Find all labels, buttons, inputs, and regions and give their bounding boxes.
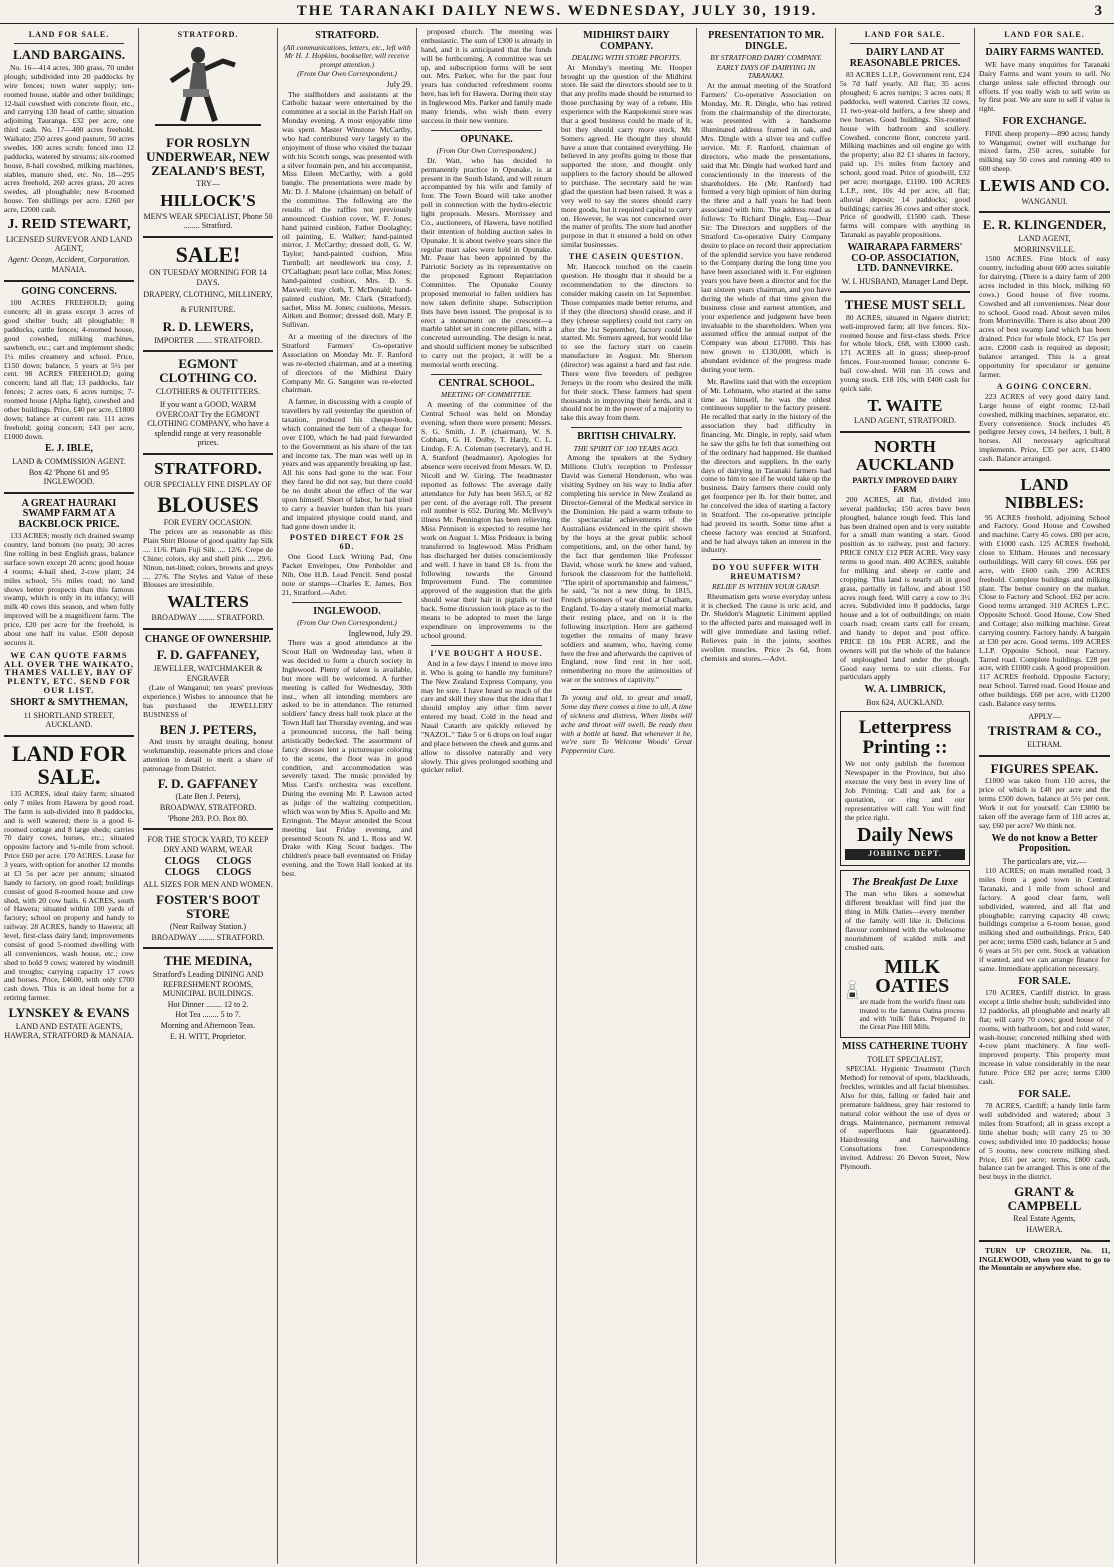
- ad-body: 95 ACRES freehold, adjoining School and Factory. Good House and Cowshed and machine. Carry 45 cows. £80 per acre, with £1000 cash. 125 ACRES freehold, close to Eltham. Houses and necessary outbuildings. Will carry 60 cows. £66 per acre, with £600 cash. 290 ACRES freehold. Complete buildings and milking plant. The better country on the market. Close to Factory and School. £62 per acre. Good terms arranged. 310 ACRES L.P.C. Opposite School. Good House, Cow Shed and Cottage; also milking machine. Great carrying country. Factory handy. A bargain at £30 per acre. Good terms. 109 ACRES L.I.P. Opposite School, near Factory. Tarred road. Complete buildings. £28 per acre, with £1000 cash. A good proposition. 117 ACRES freehold. Opposite Factory; near School. Tarred road. Good House and other buildings. £68 per acre, with £1200 cash. Balance easy terms.: [979, 512, 1110, 708]
- agent-town: MANAIA.: [51, 265, 87, 275]
- article-heading: I'VE BOUGHT A HOUSE.: [430, 648, 543, 658]
- ad-body: 80 ACRES, situated in Ngaere district; well-improved farm; all live fences. Six-roomed house and first-class sheds. Price for whole block, £68, with £3000 cash. 171 ACRES all in grass; sheep-proof fences. Four-roomed house; concrete 6-bail cow-shed. Will run 35 cows and young stock. £18 10s, with £400 cash for quick sale.: [840, 312, 970, 393]
- shop-name: THE MEDINA,: [163, 953, 253, 969]
- article-body: There was a good attendance at the Scout Hall on Wednesday last, when it was decided to form a church society in Inglewood. Plenty of talent is available, but more will be welcomed. A further meeting is called for Wednesday, 30th inst., when all intending members are asked to be in attendance. The returned soldiers' fancy dress ball took place at the Town Hall last Thursday evening, and was a pronounced success, the hall being artistically bedecked. The assortment of fancy dresses lent a picturesque coloring to the scene, the floor was in good condition, and accommodation was severely taxed. The music provided by Miss Card's orchestra was excellent. During the evening Mr. P. Lawson acted as judge of the waltzing competition, which was won by Miss S. Apollo and Mr. Errington. The Mayor attended the Scout meeting last Friday evening, and presented Scouts N. and L. Ross and W. Drake with King Scout badges. The children's peace ball eventuated on Friday evening, and the Town Hall looked at its best.: [282, 638, 412, 879]
- article-heading: CENTRAL SCHOOL.: [438, 377, 535, 389]
- ad-body: 170 ACRES, Cardiff district. In grass except a little shelter bush; subdivided into 12 paddocks, all ploughable and nearly all flat; will carry 70 cows; good house of 7 rooms, with bathroom, hot and cold water, wash-house; concreted milking shed with 4-cow plant machinery. A fine well-improved property. This property must increase in value considerably in the near future. Price £82 per acre; terms £300 cash.: [979, 988, 1110, 1086]
- ad-heading: LAND BARGAINS.: [13, 47, 125, 63]
- article-body: Dr. Watt, who has decided to permanently practice in Opunake, is at present in the South Island, and will return accompanied by his wife and family of four. The Town Board will take another poll in connection with the hydro-electric light proposals. Messrs. Morrissey and Co., auctioneers, of Hawera, have notified their intention of holding auction sales in Opunake. It is about twelve years since the regular mart sales were held in Opunake. Mr. Pease has been appointed by the Patriotic Society as its representative on the proposed Egmont Repatriation Committee. The Opunake County proposed memorial to fallen soldiers has now taken definite shape. Subscription lists have been issued. The proposal is to erect a monument on the crescent—a marble tablet set in concrete pillars, with a concreted surrounding. The design is neat, and should sufficient money be subscribed to carry out the project, it will be a memorial worth erecting.: [421, 155, 552, 369]
- ad-heading: We do not know a Better Proposition.: [991, 832, 1098, 855]
- shop-line: E. H. WITT, Proprietor.: [170, 1031, 246, 1041]
- agent-line: Agent: Ocean, Accident, Corporation.: [7, 254, 131, 264]
- agent-town: HAWERA.: [1026, 1225, 1063, 1235]
- ad-body: 83 ACRES L.I.P., Government rent, £24 5s 7d half yearly. All flat; 35 acres ploughed; 6 acres turnips; 3 acres oats; 8 paddocks, well watered. Carries 32 cows, 11 two-year-old heifers, a few sheep and two horses. Good buildings. Six-roomed house with bathroom and scullery. Cowshed, concrete floor, concrete yard. Milking machines and oil engine go with the property; also 82 £1 shares in factory, paid up. 1½ miles from factory and school, good road. Price of goodwill, £32 per acre; mortgage, £1100. 100 ACRES L.I.P., rent, 10s 4d per acre, all flat; alluvial deposit; 14 paddocks; good buildings; carries 36 cows and other stock. Price of goodwill, £1500 cash. These farms will compare with anything in Taranaki as payable propositions.: [840, 70, 970, 240]
- section-heading: STRATFORD.: [177, 30, 239, 39]
- agent-line: Box 42 'Phone 61 and 95 INGLEWOOD.: [28, 467, 110, 487]
- ad-subheading: RELIEF IS WITHIN YOUR GRASP.: [712, 582, 820, 592]
- ad-heading: DAIRY FARMS WANTED.: [985, 47, 1104, 59]
- agent-name: E. J. IBLE,: [44, 443, 94, 455]
- section-heading: LAND FOR SALE.: [1004, 30, 1085, 39]
- ad-body: 135 ACRES, ideal dairy farm; situated only 7 miles from Hawera by good road. The farm is sub-divided into 8 paddocks, and is well watered; there is a good 6-roomed cottage and 8 large sheds; carries 70 dairy cows, horses, etc.; situated opposite factory and ¼-mile from school. Price £60 per acre. 170 ACRES. Lease for 3 years, with option for another 12 months at £3 5s per acre per annum; situated handy to factory, on good road; buildings consist of good 8-roomed house and cow shed, with 20 cow bails. 6 ACRES, south of Hawera; situated within 100 yards of factory; school on property and handy to railway. 28 ACRES, handy to Hawera; all level, first-class dairy land; improvements consist of good 5-roomed dwelling with all conveniences, wash house, etc.; cow shed to hold 9 cows; watered by windmill and troughs; carrying capacity 17 cows and horses. Price, £4600, with only £700 cash down. This is an ideal home for a retiring farmer.: [4, 789, 134, 1003]
- article-date: Inglewood, July 29.: [348, 628, 412, 638]
- ad-heading: FOR EXCHANGE.: [1002, 116, 1087, 128]
- ad-body: If you want a GOOD, WARM OVERCOAT Try the EGMONT CLOTHING COMPANY, who have a splendid range at very reasonable prices.: [147, 400, 269, 448]
- shop-line: Hot Tea ........ 5 to 7.: [175, 1010, 241, 1020]
- article-body: A meeting of the committee of the Central School was held on Monday evening, when there were present: Messrs. S. G. Smith, J. P. (chairman), W. S. Cobham, G. H. Dolby, T. Hardy, C. L. Lindop, F. A. Coleman (secretary), and H. A. Stanford (headmaster). Apologies for absence were received from Messrs. W. D. Nicoll and W. Giring. The headmaster reported as follows: The average daily attendance for July has been 563.5, or 82 per cent. of the average roll. The present roll number is 652. During Mr. McIlvey's illness Mr. Pennington has been relieving. Miss Pennison is expected to resume her work on August 1. Miss Prideaux is being transferred to Inglewood. Miss Pridham has discharged her duties conscientiously and well. I have in hand £8 1s. from the following towards the Ground Improvement Fund. The committee approved of the suggestion that the girls should wear their hair in pigtails or tied back. Some discussion took place as to the means to be adopted to meet the large expenditure on improvements to the school ground.: [421, 399, 552, 640]
- agent-name: J. REID STEWART,: [7, 216, 131, 232]
- article-body: The stallholders and assistants at the Catholic bazaar were entertained by the committee at a social in the Parish Hall on Monday evening. A most enjoyable time was spent. Master Winstone McCarthy, who had contributed very largely to the enjoyment of those who visited the bazaar with his Scotch songs, was presented with a silver fountain pen, and his accompanist, Miss Eileen McCarthy, with a gold bangle. The presentations were made by Mr. D. J. Malone (chairman) on behalf of the committee. The following are the results of the raffles not previously announced: Cushion cover, W. F. Jones; hand painted cushion, Father Doolaghty; oil painting, E. Walker; hand-painted mirror, J. McCarthy; dressed doll, G. W. Taylor; hand-painted cushion, Miss Turnbull; art needlework tea cosy, J. O'Callaghan; pearl lace collar, Miss Jones; hand-painted cushion, Mrs. D. S. Maxwell; tray cloth, T. McDonald; hand-painted cushion, Mr. Clark (Stratford); sachet, Miss M. Jones; cushions, Messrs. Aitken and Bonner; dressed doll, Mary P. Sullivan.: [282, 89, 412, 330]
- column-1: [0, 28, 138, 1564]
- agent-title: LAND & COMMISSION AGENT.: [12, 456, 126, 466]
- ad-body: £1000 was taken from 110 acres, the price of which is £40 per acre and the terms £500 down, balance at 5½ per cent. Work it out for yourself. Can £3000 be taken off the average farm of 110 acres at, say, £60 per acre? We think not.: [979, 776, 1110, 830]
- agent-address: Box 624, AUCKLAND.: [866, 697, 944, 707]
- ad-body: TURN UP CROZIER, No. 11, INGLEWOOD, when you want to go to the Mountain or anywhere else.: [979, 1245, 1110, 1273]
- article-body: proposed church. The meeting was enthusiastic. The sum of £300 is already in hand, and it is anticipated that the funds will be forthcoming. A committee was set up, and subscription forms will be sent out. Mrs. Parker, who for the past four years has conducted refreshment rooms here, has left for Hawera. During their stay in Inglewood Mrs. Parker and family made many friends, who wish them every success in their new venture.: [421, 28, 552, 125]
- agent-title: LAND AGENT,: [1018, 234, 1071, 244]
- ad-heading: STRATFORD.: [154, 459, 262, 479]
- agent-name: SHORT & SMYTHEMAN,: [10, 697, 128, 709]
- ad-body: SPECIAL Hygienic Treatment (Turch Method) for removal of spots, blackheads, freckles, wrinkles and all facial blemishes. Also for thin, falling or faded hair and premature baldness, grey hair restored to natural color without the use of dyes or drugs. Maintenance, permanent removal of superfluous hair (guaranteed). Hairdressing and hairwashing. Consultations free. Correspondence invited. Address: 26 Devon Street, New Plymouth.: [840, 1064, 970, 1171]
- ad-body: 100 ACRES FREEHOLD; going concern; all in grass except 3 acres of good shelter bush; all ploughable; 8 paddocks, cattle fences; 4-roomed house, good cowshed, milking machines, sawbench, etc.; cart and implement sheds; 1½ miles creamery and school. Price, £150 down; balance, 5 years at 5½ per cent. 98 ACRES FREEHOLD; going concern; land all flat; 13 paddocks, fair fences; 2 acres oats, 6 acres turnips; 7-roomed house (Alpha light), cowshed and other buildings. Price, £40 per acre, £1800 down; balance at current rate. 111 acres freehold; going concern; £43 per acre, £1000 down.: [4, 298, 134, 441]
- shop-name: HILLOCK'S: [160, 190, 256, 210]
- ad-body: The man who likes a somewhat different breakfast will find just the thing in Milk Oaties—every member of the family will like it. Delicious flavour combined with the wholesome nourishment of scalded milk and crushed oats.: [845, 889, 965, 952]
- ad-body: 1500 ACRES. Fine block of easy country, including about 600 acres suitable for dairying. (There is a dairy farm of 200 acres included in this block, milking 60 cows.) Good house of five rooms. Cowshed and all conveniences. Near door to school. Good road. About seven miles from Morrinsville. There is also about 200 acres of best swamp land which has been drained. Price for whole block, £7 15s per acre. £2000 cash is required as deposit; balance arranged. This is a great opportunity for speculator or genuine farmer.: [979, 254, 1110, 379]
- shop-line: Morning and Afternoon Teas.: [160, 1021, 256, 1031]
- agent-title: LICENSED SURVEYOR AND LAND AGENT,: [5, 234, 133, 254]
- ad-body: FINE sheep property—890 acres; handy to Wanganui; owner will exchange for mixed farm, 250 acres, suitable for milking say 50 cows and running 400 to 600 sheep.: [979, 128, 1110, 174]
- shop-name: R. D. LEWERS,: [162, 319, 254, 334]
- shop-line: JEWELLER, WATCHMAKER & ENGRAVER: [153, 663, 263, 683]
- ad-body: 133 ACRES; mostly rich drained swamp country, land bottom (no peat); 30 acres fine rolling in best English grass, balance surface sown except 20 acres; good house 4 rooms; 4-bail shed, 2-cow plant; 24 miles school, 5½ miles road; no land shows better prospects than this famous swamp, which is only in its infancy; will milk 40 cows this season, and when fully improved will be a magnificent farm. The price, £20 per acre for the freehold, is about one half its value. £500 deposit secures it.: [4, 531, 134, 647]
- agent-town: MORRINSVILLE.: [1013, 244, 1076, 254]
- shop-name: MISS CATHERINE TUOHY: [842, 1041, 968, 1053]
- shop-line: BROADWAY, STRATFORD.: [159, 802, 257, 812]
- ad-body: 78 ACRES, Cardiff; a handy little farm well subdivided and watered; about 3 miles from Stratford; all in grass except a little shelter bush; will carry 25 to 30 cows; subdivided into 10 paddocks; house of 5 rooms, new concrete milking shed. Price, £61 per acre; terms, £800 cash, balance can be arranged. This is one of the best buys in the district.: [979, 1101, 1110, 1182]
- article-subheading: EARLY DAYS OF DAIRYING IN TARANAKI.: [716, 62, 816, 81]
- agent-name: TRISTRAM & CO.,: [987, 723, 1102, 739]
- ad-heading: POSTED DIRECT FOR 2S 6D.: [289, 533, 405, 551]
- ad-line: ALL SIZES FOR MEN AND WOMEN.: [143, 880, 273, 890]
- product-name: MILK OATIES: [875, 956, 950, 998]
- ad-line: FOR EVERY OCCASION.: [163, 517, 253, 527]
- shop-line: (Late Ben J. Peters),: [175, 792, 241, 802]
- article-body: At the annual meeting of the Stratford Farmers' Co-operative Association on Monday, Mr. R. Dingle, who has retired from the chairmanship of the directorate, was presented with a handsome illuminated address framed in oak, and Mrs. Dingle with a silver tea and coffee service. Mr. F. Ranford, chairman of directors, who made the presentations, said that Mr. Dingle had worked hard and conscientiously in the interests of the shareholders. He (Mr. Ranford) had formed a very high opinion of him during the three and a half years he had been associated with him. The address read as follows: To Richard Dingle, Esq.—Dear Sir: The Directors and suppliers of the Stratford Co-operative Dairy Company desire to place on record their appreciation of the splendid service you have rendered to the Company during the long time you have been associated with it. For eighteen years you have been a director and for the last sixteen years chairman, and you have during the whole of that time given the business close and earnest attention, and your experience and judgment have been invaluable to the shareholders. When you assumed office the annual output of the Company was about £17000. This has now grown to £130,000, which is abundant evidence of the progress made during your term.: [701, 80, 831, 374]
- shop-line: TOILET SPECIALIST,: [867, 1054, 943, 1064]
- ad-line: The particulars are, viz.—: [1002, 856, 1087, 866]
- ad-body: No. 16—414 acres, 300 grass, 70 under plough; subdivided into 20 paddocks by wire fences; town water supply; ten-roomed house, stable and other buildings; 12-bail cowshed with concrete floor, etc., and carrying 130 head of cattle; situation adjoining Tauranga. £32 per acre, one third cash. No. 17—400 acres freehold, Waikato; 250 acres good pasture, 50 acres swedes, 100 acres scrub; fenced into 12 paddocks, watered by streams; six-roomed house, 8-bail cowshed, milking machines, stables, manure shed, etc. No. 18—295 acres freehold, 260 acres grass, 20 acres swedes, all ploughable; new 8-roomed house. Ten shillings per acre. £260 per acre, £2000 cash.: [4, 63, 134, 215]
- ad-heading: FOR SALE.: [1018, 1088, 1071, 1100]
- ad-note: WE CAN QUOTE FARMS ALL OVER THE WAIKATO, THAMES VALLEY, BAY OF PLENTY, ETC. SEND FOR OUR LIST.: [4, 649, 134, 696]
- ad-verse: To young and old, to great and small, Some day there comes a time to all, A time of sickness and distress, When limbs will ache and throat will swell, Be ready then with a bottle at hand. But whenever it be, we're sure To Welcome Woods' Great Peppermint Cure.: [561, 693, 692, 756]
- shop-line: (Near Railway Station.): [169, 922, 247, 932]
- agent-name: W. A. LIMBRICK,: [864, 684, 946, 696]
- letterpress-ad: [840, 711, 970, 865]
- article-body: Mr. Hancock touched on the casein question. He thought that it should be a recommendation to the directors to consider making casein on 1st September. Those companies made better returns, and if they (the directors) should cease, and if they (cheese suppliers) could not carry on after the 1st September, factory could be started. Mr. Somers agreed, but would like to see the factory start on casein manufacture in August. Mr. Sherson (director) was against a hard and fast rule. There were five breeders of pedigree Jerseys in the room who desired the milk for their stock. These farmers had spent thousands in improving their herds, and it should not be in the power of a majority to take this away from them.: [561, 262, 692, 423]
- ad-body: One Good Luck Writing Pad, One Packet Envelopes, One Penholder and Nib, One H.B. Lead Pencil. Send postal note or stamps—Charles E. James, Box 21, Stratford.—Advt.: [282, 552, 412, 597]
- masthead: [0, 0, 1114, 24]
- ad-heading: GOING CONCERNS.: [21, 285, 117, 297]
- column-8: [975, 28, 1114, 1564]
- milk-oaties-ad: [840, 870, 970, 1038]
- agent-town: WANGANUI.: [1021, 196, 1068, 206]
- ad-heading: THESE MUST SELL: [844, 297, 966, 313]
- ad-heading: BLOUSES: [157, 491, 259, 517]
- article-note: (All communications, letters, etc., left with Mr H. J. Hopkins, bookseller, will receive prompt attention.): [283, 42, 411, 69]
- ad-body: (Late of Wanganui; ten years' previous experience.) Wishes to announce that he has purchased the JEWELLERY BUSINESS of: [143, 683, 273, 719]
- agent-name: T. WAITE: [867, 395, 943, 415]
- article-date: July 29.: [386, 80, 412, 89]
- column-2: [139, 28, 277, 1564]
- ad-heading: NORTH AUCKLAND: [855, 437, 955, 474]
- article-heading: STRATFORD.: [315, 30, 379, 41]
- ad-heading: CLOGS CLOGS CLOGS CLOGS: [164, 856, 252, 878]
- article-subheading: BY STRATFORD DAIRY COMPANY.: [710, 53, 822, 62]
- shop-line: Hot Dinner ........ 12 to 2.: [167, 999, 249, 1009]
- article-subheading: DEALING WITH STORE PROFITS.: [571, 53, 682, 62]
- page-number: 3: [1094, 3, 1102, 19]
- shop-name: FOSTER'S BOOT STORE: [156, 891, 260, 921]
- jobbing-label: JOBBING DEPT.: [845, 849, 965, 859]
- article-heading: THE CASEIN QUESTION.: [568, 252, 685, 261]
- ad-heading: LAND FOR SALE.: [11, 740, 127, 790]
- article-body: And in a few days I intend to move into it. Who is going to handle my furniture? The New Zealand Express Company, you may be sure. I have heard so much of the care and skill they show that the idea that I should employ any other firm never entered my head. Cold in the head and Nasal Catarrh are quickly relieved by "NAZOL." Take 5 or 6 drops on loaf sugar and place between the cheek and gums and allow to dissolve naturally and very slowly. This gives prolonged soothing and quicker relief.: [421, 658, 552, 775]
- article-byline: (From Our Own Correspondent.): [297, 618, 397, 628]
- product-body: are made from the world's finest oats treated to the famous Oatina process and with 'milk' flakes. Prepared in the Great Pine Hill Mills.: [859, 998, 965, 1032]
- ad-heading: The Breakfast De Luxe: [851, 875, 958, 888]
- article-heading: PRESENTATION TO MR. DINGLE.: [708, 30, 824, 52]
- ad-line: DRAPERY, CLOTHING, MILLINERY, & FURNITURE.: [143, 290, 273, 314]
- shop-name: F. D. GAFFANEY: [157, 775, 259, 791]
- ad-body: Rheumatism gets worse everyday unless it is checked. The cause is uric acid, and Dr. Sheldon's Magnetic Liniment applied to the affected parts and massaged well in will give immediate and lasting relief. Relieves pain in the joints, soothes swollen muscles. Price 2s 6d, from chemists and stores.—Advt.: [701, 591, 831, 663]
- column-5: [557, 28, 696, 1564]
- shop-line: Stratford's Leading DINING AND REFRESHMENT ROOMS, MUNICIPAL BUILDINGS.: [152, 970, 264, 999]
- agent-line: LAND AGENT, STRATFORD.: [853, 416, 957, 426]
- agent-line: W. I. HUSBAND, Manager Land Dept.: [841, 276, 969, 286]
- shop-name: WALTERS: [167, 592, 249, 612]
- agent-title: LAND AND ESTATE AGENTS, HAWERA, STRATFORD & MANAIA.: [4, 1021, 134, 1041]
- article-byline: (From Our Own Correspondent.): [436, 146, 537, 156]
- article-heading: MIDHIRST DAIRY COMPANY.: [583, 30, 670, 52]
- article-body: Mr. Rawlins said that with the exception of Mr. Lehmann, who started at the same time as himself, he was the oldest continuous supplier to the factory present. He recalled that early in the history of the association they had difficulty in financing. Mr. Dingle, in reply, said when he saw the gifts he felt that something out of the ordinary had happened. He thanked the directors and suppliers. In the early days of dairying in Taranaki farmers had come to him to see if he would take up the business. Dairy farmers there could only get fourpence per lb. for their butter, and he conceived the idea of starting a factory in Stratford. The co-operative principle had proved its worth. Some time after a cheese factory was erected at Stratford, and he had always taken an interest in the industry.: [701, 376, 831, 555]
- ad-line: TRY—: [196, 179, 220, 189]
- ad-subheading: PARTLY IMPROVED DAIRY FARM: [852, 475, 958, 495]
- shop-name: EGMONT CLOTHING CO.: [159, 356, 257, 385]
- shop-line: MEN'S WEAR SPECIALIST, Phone 50 ........ Stratford.: [143, 211, 273, 231]
- ad-body: 110 ACRES; on main metalled road, 3 miles from a good town in Central Taranaki, and 1 mile from school and factory. A good clear farm, well subdivided, watered, and all flat and ploughable; carrying capacity 40 cows; buildings comprise a 6-room house, good milking shed and outbuildings. Price, £40 per acre; terms £500 cash, balance at 5 and 6 years at 5½ per cent. Stock at valuation if wanted, and we can arrange finance for same. Immediate application necessary.: [979, 866, 1110, 973]
- column-7: [836, 28, 974, 1564]
- article-subheading: MEETING OF COMMITTEE.: [440, 390, 533, 400]
- column-4: [417, 28, 556, 1564]
- ad-heading: LAND NIBBLES:: [1004, 474, 1085, 512]
- athlete-illustration: [153, 41, 263, 133]
- agent-name: GRANT & CAMPBELL: [1007, 1184, 1082, 1213]
- ad-heading: SALE!: [175, 241, 241, 267]
- shop-line: 'Phone 283. P.O. Box 80.: [167, 813, 249, 823]
- agent-name: LYNSKEY & EVANS: [8, 1005, 130, 1021]
- article-byline: (From Our Own Correspondent.): [297, 69, 397, 79]
- section-heading: LAND FOR SALE.: [28, 30, 110, 39]
- article-body: At a meeting of the directors of the Stratford Farmers' Co-operative Association on Monday Mr. F. Ranford was re-elected chairman, and at a meeting of directors of the Midhirst Dairy Company Mr. G. Sangster was re-elected chairman.: [282, 332, 412, 395]
- ad-line: FOR THE STOCK YARD, TO KEEP DRY AND WARM, WEAR: [147, 835, 269, 854]
- ad-heading: FIGURES SPEAK.: [990, 760, 1099, 776]
- agent-town: ELTHAM.: [1027, 740, 1062, 750]
- ad-line: ON TUESDAY MORNING FOR 14 DAYS.: [149, 268, 267, 287]
- shop-line: BROADWAY ........ STRATFORD.: [151, 613, 265, 623]
- shop-line: IMPORTER ........ STRATFORD.: [154, 335, 262, 345]
- agent-name: E. R. KLINGENDER,: [982, 217, 1107, 233]
- shop-line: BROADWAY ........ STRATFORD.: [151, 932, 265, 942]
- ad-heading: DO YOU SUFFER WITH RHEUMATISM?: [712, 563, 820, 581]
- shop-name: F. D. GAFFANEY,: [156, 647, 260, 663]
- agent-apply: APPLY—: [1028, 711, 1061, 721]
- article-heading: INGLEWOOD.: [313, 605, 381, 617]
- column-6: [697, 28, 835, 1564]
- chef-illustration: [845, 955, 860, 1025]
- ad-heading: Letterpress Printing ::: [858, 717, 952, 759]
- ad-heading: CHANGE OF OWNERSHIP.: [144, 633, 272, 645]
- ad-heading: FOR ROSLYN UNDERWEAR, NEW ZEALAND'S BEST,: [146, 135, 270, 178]
- agent-name: LEWIS AND CO.: [979, 176, 1110, 196]
- ad-heading: A GREAT HAURAKI SWAMP FARM AT A BACKBLOCK PRICE.: [18, 497, 120, 530]
- ad-body: WE have many enquiries for Taranaki Dairy Farms and want yours to sell. No charge unless sale effected through our efforts. If you really wish to sell write us by first post. We are sure to sell if value is right.: [979, 59, 1110, 114]
- article-heading: BRITISH CHIVALRY.: [577, 431, 676, 443]
- ad-heading: A GOING CONCERN.: [996, 381, 1093, 391]
- ad-heading: FOR SALE.: [1018, 975, 1071, 987]
- daily-news-logo: Daily News: [856, 824, 954, 847]
- ad-line: OUR SPECIALLY FINE DISPLAY OF: [144, 479, 272, 489]
- article-subheading: THE SPIRIT OF 100 YEARS AGO.: [573, 443, 680, 453]
- column-3: [278, 28, 416, 1564]
- ad-body: And trusts by straight dealing, honest workmanship, reasonable prices and close attention to detail to merit a share of patronage from District.: [143, 737, 273, 773]
- article-body: At Monday's meeting Mr. Hooper brought up the question of the Midhirst store. He said the directors should see to it that any profits made should be returned to those purchasing by way of a rebate. His experience with the Kaupokonui store was that a good business could be made of it, but they should carry more stock. Mr. Somers agreed. He thought they should have a store that contained everything. He believed in any profits going to those that supported the store, and thought only suppliers to the factory should be allowed to purchase. The secretary said he was glad the question had been raised. It was a very well to say the stores should carry more goods, but it required capital to carry on. However, he was not concerned over the matter of profits. The store had another purpose in that it ensured a hold on other similar businesses.: [561, 62, 692, 250]
- article-body: Among the speakers at the Sydney Millions Club's reception to Professor David was General Henderson, who was visiting Sydney on his way to India after completing his service in New Zealand as Director-General of the Medical service in the Dominion. He paid a warm tribute to the spectacular achievements of the Australians evidenced in the spirit shown by the boys at the great public school competitions, and, on the other hand, by the fact that gentlemen like Professor David, whose work he knew and valued, forsook the classroom for the battlefield. "The spirit of sportsmanship and fairness," he said, "is not a new thing. In 1815, French prisoners of war died at Chatham, England. To-day a stately memorial marks their resting place, and on it is the following inscription. Here are gathered together the remains of many brave soldiers and seamen, who, having come here the free and afterwards the captives of England, now find rest in her soil, remembering no more the animosities of war or the sorrows of captivity.": [561, 453, 692, 685]
- agent-name: WAIRARAPA FARMERS' CO-OP. ASSOCIATION, LTD. DANNEVIRKE.: [847, 242, 963, 275]
- ad-heading: DAIRY LAND AT REASONABLE PRICES.: [849, 47, 961, 69]
- article-body: A farmer, in discussing with a couple of travellers by rail yesterday the question of taxation, produced his cheque-book, which contained the butt of a cheque for over £100, which he had paid forwarded to the Government as his share of the tax and income tax. The man was well up in years and was apparently breaking up fast. All his sons had gone to the war. Four they fared he did not say, but there could be no doubt about the effect of the war upon himself. Short of labor, he had tried to carry a heavier burden than his years and impaired physique could stand, and had gone down under it.: [282, 397, 412, 531]
- agent-address: 11 SHORTLAND STREET, AUCKLAND.: [23, 710, 115, 730]
- section-heading: LAND FOR SALE.: [864, 30, 946, 39]
- ad-body: 223 ACRES of very good dairy land. Large house of eight rooms; 12-bail cowshed, milking machines, separator, etc. Every convenience. Stock includes 45 pedigree Jersey cows, 14 heifers, 1 bull, 8 horses. All necessary agricultural implements. Price, £35 per acre, £1400 cash. Balance arranged.: [979, 391, 1110, 464]
- ad-body: 200 ACRES, all flat, divided into several paddocks; 150 acres have been ploughed, balance rough feed. This land has been drained open and is very suitable for a small man wanting a start. Good position as to railway, post and factory. PRICE ONLY £12 PER ACRE. Very easy terms to good man. 400 ACRES, suitable for milking and sheep or cattle and cropping. This land is nearly all in good grass, partially in fallow, and about 150 acres rough feed. Will carry a cow to 3½ acres. Subdivided into 8 paddocks, large house and a lot of outbuildings; on main coach road; cream carts call for cream, and handy to depot and post office. PRICE £8 10s PER ACRE, and the owners will put the whole of the balance of unploughed land under the plough. Good easy terms to suit clients. For particulars apply: [840, 494, 970, 682]
- agent-title: Real Estate Agents,: [1013, 1214, 1076, 1224]
- ad-body: The prices are as reasonable as this: Plain Shirt Blouse of good quality Jap Silk .... 11/6. Plain Fuji Silk .... 12/6. Crepe de Chine; colors, sky and shell pink .... 29/6. Ninon, net-lined; colors, browns and greys .... 27/6. The Styles and Value of these Blouses are irresistible.: [143, 527, 273, 590]
- article-heading: OPUNAKE.: [460, 133, 513, 145]
- masthead-title: THE TARANAKI DAILY NEWS. WEDNESDAY, JULY 30, 1919.: [296, 3, 818, 19]
- ad-body: We not only publish the foremost Newspaper in the Province, but also execute the very best in every line of Job Printing. Call and ask for a quotation, or ring and our representative will call. You will find the price right.: [845, 759, 965, 822]
- shop-name: BEN J. PETERS,: [159, 721, 257, 737]
- shop-line: CLOTHIERS & OUTFITTERS.: [155, 386, 261, 396]
